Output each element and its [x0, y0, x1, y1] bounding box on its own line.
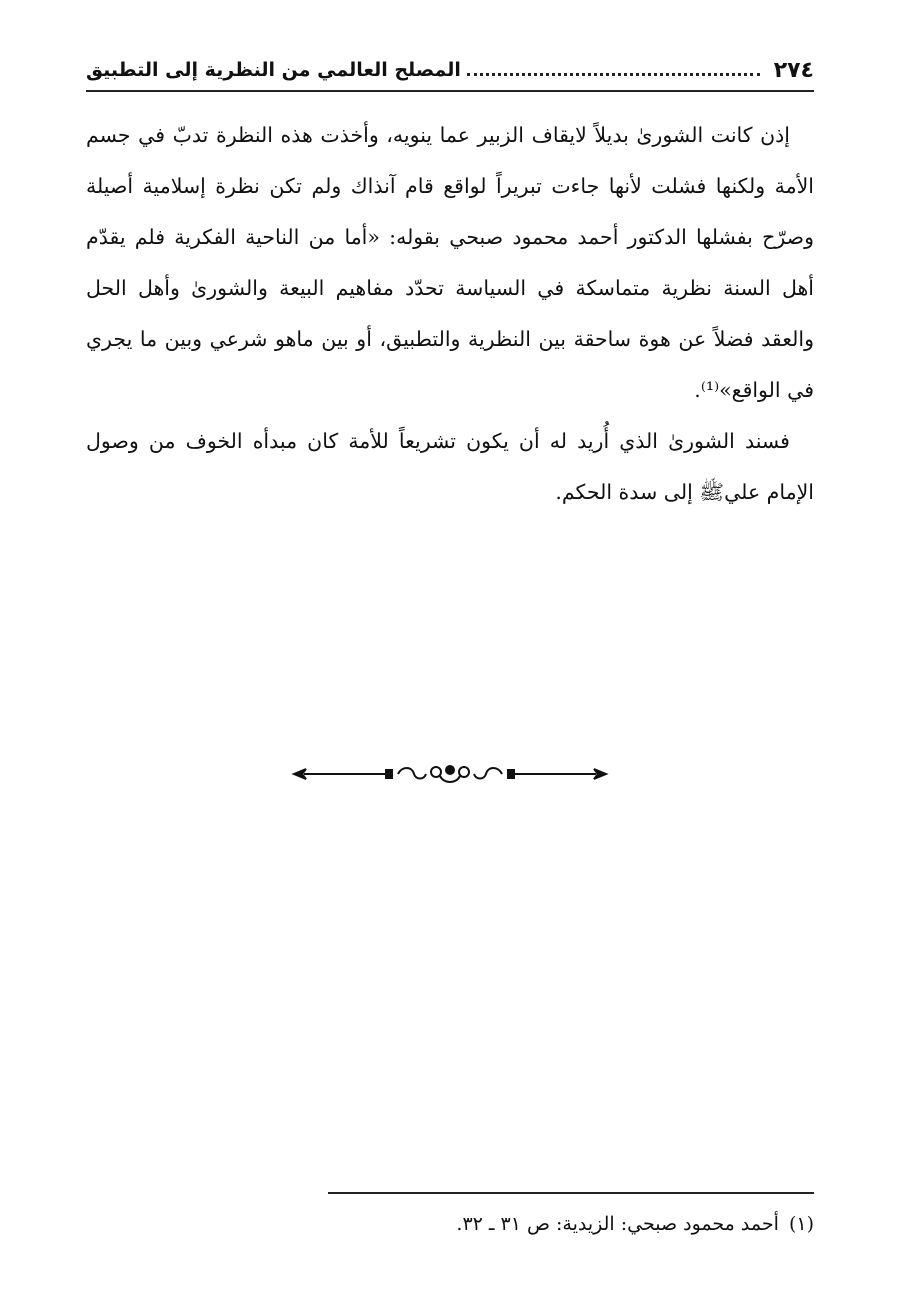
main-text [86, 110, 814, 518]
header-rule [86, 90, 814, 92]
paragraph-2: فسند الشورىٰ الذي أُريد له أن يكون تشريعاً للأمة كان مبدأه الخوف من وصول الإمام عليﷺ إلى سدة الحكم. [86, 429, 814, 504]
header-leader-dots [467, 73, 760, 76]
running-header [86, 50, 814, 90]
footnote-text: أحمد محمود صبحي: الزيدية: ص ٣١ ـ ٣٢. [456, 1213, 779, 1235]
footnote-rule [328, 1192, 814, 1194]
paragraph-1: إذن كانت الشورىٰ بديلاً لايقاف الزبير عما ينويه، وأخذت هذه النظرة تدبّ في جسم الأمة ولكنها فشلت لأنها جاءت تبريراً لواقع قام آنذاك ولم تكن نظرة إسلامية أصيلة وصرّح بفشلها الدكتور أحمد محمود صبحي بقوله: «أما من الناحية الفكرية فلم يقدّم أهل السنة نظرية متماسكة في السياسة تحدّد مفاهيم البيعة والشورىٰ وأهل الحل والعقد فضلاً عن هوة ساحقة بين النظرية والتطبيق، أو بين ماهو شرعي وبين ما يجري في الواقع»⁽¹⁾. [86, 123, 814, 402]
section-divider-ornament [290, 760, 610, 788]
running-title: المصلح العالمي من النظرية إلى التطبيق [86, 59, 461, 81]
footnote-marker: (١) [788, 1213, 814, 1235]
footnote [86, 1206, 814, 1242]
page-number: ٢٧٤ [773, 57, 814, 83]
